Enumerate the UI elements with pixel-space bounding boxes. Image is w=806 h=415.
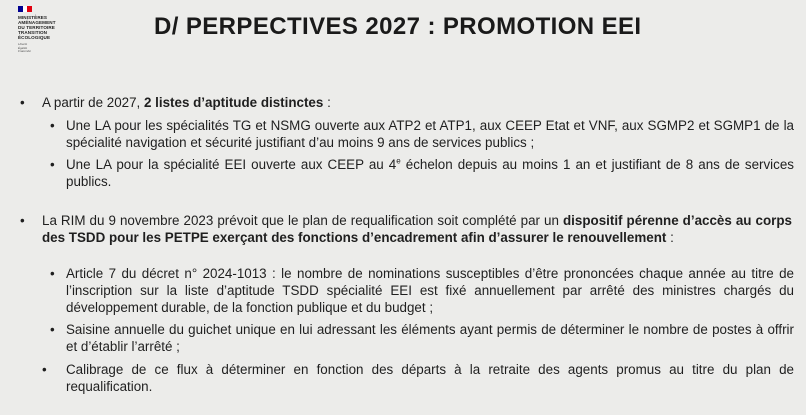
logo-text-line: TRANSITION xyxy=(18,30,48,35)
motto-line: Égalité xyxy=(18,45,28,50)
motto-line: Fraternité xyxy=(18,49,31,54)
logo-text-line: ÉCOLOGIQUE xyxy=(18,35,51,40)
section2-item-1: Article 7 du décret n° 2024-1013 : le nombre de nominations susceptibles d’être prononcées chaque année au titre de l’inscription sur la liste d’aptitude TSDD spécialité EEI est fixé annuellement par arrêté des ministres chargés du développement durable, de la fonction publique et du budget ; xyxy=(66,266,794,315)
section2-intro-suffix: : xyxy=(666,230,674,245)
section2-item-3: Calibrage de ce flux à déterminer en fonction des départs à la retraite des agents promus au titre du plan de requalification. xyxy=(66,362,794,394)
sub-bullet-icon: • xyxy=(50,157,55,172)
flag-stripe-red xyxy=(27,6,32,12)
motto-line: Liberté xyxy=(18,42,28,46)
section1-intro-bold: 2 listes d’aptitude distinctes xyxy=(144,95,324,110)
bullet-icon: • xyxy=(20,213,25,228)
section1-intro-suffix: : xyxy=(323,95,331,110)
logo-text-line: AMÉNAGEMENT xyxy=(18,20,56,25)
french-flag-icon xyxy=(18,6,32,12)
ministry-logo xyxy=(18,6,78,54)
section1-item-2 xyxy=(66,156,794,190)
sub-bullet-icon: • xyxy=(50,118,55,133)
logo-text-line: DU TERRITOIRE xyxy=(18,25,55,30)
logo-motto xyxy=(18,43,78,54)
section2-intro-prefix: La RIM du 9 novembre 2023 prévoit que le plan de requalification soit complété par un xyxy=(42,213,563,228)
sub-bullet-icon: • xyxy=(42,362,47,377)
logo-text-line: MINISTÈRES xyxy=(18,15,48,20)
sub-bullet-icon: • xyxy=(50,322,55,337)
section2-intro xyxy=(42,212,792,246)
section1-intro xyxy=(42,94,792,111)
sub-bullet-icon: • xyxy=(50,266,55,281)
section1-item-2-pre: Une LA pour la spécialité EEI ouverte aux CEEP au 4 xyxy=(66,157,397,172)
section2-item-2: Saisine annuelle du guichet unique en lui adressant les éléments ayant permis de déterminer le nombre de postes à offrir et d’établir l’arrêté ; xyxy=(66,322,794,354)
slide-title: D/ PERPECTIVES 2027 : PROMOTION EEI xyxy=(154,13,642,40)
section1-item-1: Une LA pour les spécialités TG et NSMG ouverte aux ATP2 et ATP1, aux CEEP Etat et VNF, aux SGMP2 et SGMP1 de la spécialité navigation et sécurité justifiant d’au moins 9 ans de services publics ; xyxy=(66,118,794,150)
ordinal-superscript: e xyxy=(396,156,401,166)
section1-item-2-post: échelon depuis au moins 1 an et justifiant de 8 ans de services publics. xyxy=(66,157,794,189)
section2-intro-bold: dispositif pérenne d’accès au corps des TSDD pour les PETPE exerçant des fonctions d’encadrement afin d’assurer le renouvellement xyxy=(42,213,792,245)
bullet-icon: • xyxy=(20,95,25,110)
section1-intro-prefix: A partir de 2027, xyxy=(42,95,144,110)
